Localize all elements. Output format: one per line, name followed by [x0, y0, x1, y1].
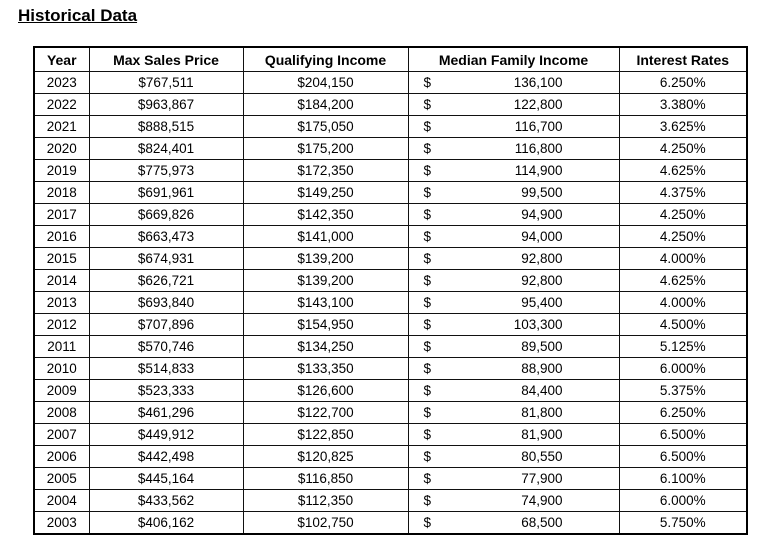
cell-max-sales-price: $963,867	[89, 94, 243, 116]
cell-interest-rate: 5.125%	[619, 336, 747, 358]
median-amount: 116,700	[514, 119, 563, 134]
cell-interest-rate: 6.250%	[619, 402, 747, 424]
cell-year: 2003	[34, 512, 89, 535]
cell-year: 2015	[34, 248, 89, 270]
historical-data-table	[33, 46, 748, 535]
cell-median-family-income	[408, 292, 619, 314]
cell-median-family-income	[408, 248, 619, 270]
column-header-interest-rates: Interest Rates	[619, 47, 747, 72]
table-header-row	[34, 47, 747, 72]
table-row	[34, 160, 747, 182]
cell-year: 2021	[34, 116, 89, 138]
cell-qualifying-income: $102,750	[243, 512, 408, 535]
cell-year: 2004	[34, 490, 89, 512]
currency-symbol: $	[423, 471, 432, 486]
cell-max-sales-price: $691,961	[89, 182, 243, 204]
table-row	[34, 402, 747, 424]
cell-qualifying-income: $184,200	[243, 94, 408, 116]
cell-year: 2017	[34, 204, 89, 226]
cell-max-sales-price: $461,296	[89, 402, 243, 424]
median-amount: 136,100	[513, 75, 563, 90]
cell-median-family-income	[408, 358, 619, 380]
median-amount: 94,900	[521, 207, 563, 222]
cell-max-sales-price: $514,833	[89, 358, 243, 380]
cell-qualifying-income: $122,850	[243, 424, 408, 446]
cell-qualifying-income: $134,250	[243, 336, 408, 358]
table-row	[34, 468, 747, 490]
table-row	[34, 380, 747, 402]
currency-symbol: $	[423, 449, 432, 464]
cell-year: 2019	[34, 160, 89, 182]
cell-max-sales-price: $570,746	[89, 336, 243, 358]
cell-qualifying-income: $122,700	[243, 402, 408, 424]
cell-year: 2014	[34, 270, 89, 292]
table-row	[34, 314, 747, 336]
cell-median-family-income	[408, 226, 619, 248]
cell-interest-rate: 4.000%	[619, 248, 747, 270]
cell-year: 2011	[34, 336, 89, 358]
cell-qualifying-income: $204,150	[243, 72, 408, 94]
cell-year: 2022	[34, 94, 89, 116]
cell-interest-rate: 4.500%	[619, 314, 747, 336]
cell-median-family-income	[408, 402, 619, 424]
cell-interest-rate: 6.500%	[619, 446, 747, 468]
median-amount: 74,900	[521, 493, 563, 508]
currency-symbol: $	[423, 515, 432, 530]
table-row	[34, 72, 747, 94]
cell-qualifying-income: $175,200	[243, 138, 408, 160]
currency-symbol: $	[423, 361, 432, 376]
column-header-year: Year	[34, 47, 89, 72]
cell-interest-rate: 6.250%	[619, 72, 747, 94]
median-amount: 95,400	[521, 295, 563, 310]
cell-qualifying-income: $149,250	[243, 182, 408, 204]
cell-year: 2020	[34, 138, 89, 160]
median-amount: 116,800	[514, 141, 563, 156]
cell-max-sales-price: $775,973	[89, 160, 243, 182]
cell-median-family-income	[408, 94, 619, 116]
cell-year: 2018	[34, 182, 89, 204]
column-header-max-sales-price: Max Sales Price	[89, 47, 243, 72]
cell-interest-rate: 3.380%	[619, 94, 747, 116]
cell-max-sales-price: $663,473	[89, 226, 243, 248]
cell-interest-rate: 4.250%	[619, 204, 747, 226]
cell-max-sales-price: $707,896	[89, 314, 243, 336]
table-row	[34, 512, 747, 535]
cell-median-family-income	[408, 424, 619, 446]
cell-interest-rate: 4.625%	[619, 160, 747, 182]
cell-year: 2008	[34, 402, 89, 424]
cell-max-sales-price: $767,511	[89, 72, 243, 94]
currency-symbol: $	[423, 383, 432, 398]
table-row	[34, 204, 747, 226]
cell-max-sales-price: $674,931	[89, 248, 243, 270]
cell-year: 2007	[34, 424, 89, 446]
cell-qualifying-income: $141,000	[243, 226, 408, 248]
table-row	[34, 116, 747, 138]
cell-max-sales-price: $433,562	[89, 490, 243, 512]
column-header-median-family-income: Median Family Income	[408, 47, 619, 72]
currency-symbol: $	[423, 207, 432, 222]
median-amount: 77,900	[521, 471, 563, 486]
cell-interest-rate: 4.250%	[619, 138, 747, 160]
cell-median-family-income	[408, 314, 619, 336]
currency-symbol: $	[423, 317, 432, 332]
cell-median-family-income	[408, 380, 619, 402]
cell-interest-rate: 4.250%	[619, 226, 747, 248]
cell-max-sales-price: $523,333	[89, 380, 243, 402]
currency-symbol: $	[423, 339, 432, 354]
cell-qualifying-income: $175,050	[243, 116, 408, 138]
cell-qualifying-income: $133,350	[243, 358, 408, 380]
cell-qualifying-income: $154,950	[243, 314, 408, 336]
table-row	[34, 226, 747, 248]
cell-year: 2023	[34, 72, 89, 94]
cell-max-sales-price: $669,826	[89, 204, 243, 226]
currency-symbol: $	[423, 427, 432, 442]
cell-year: 2005	[34, 468, 89, 490]
cell-median-family-income	[408, 468, 619, 490]
currency-symbol: $	[423, 273, 432, 288]
median-amount: 122,800	[513, 97, 563, 112]
cell-year: 2010	[34, 358, 89, 380]
cell-qualifying-income: $112,350	[243, 490, 408, 512]
cell-year: 2013	[34, 292, 89, 314]
cell-qualifying-income: $139,200	[243, 270, 408, 292]
median-amount: 80,550	[521, 449, 563, 464]
table-row	[34, 182, 747, 204]
cell-max-sales-price: $824,401	[89, 138, 243, 160]
median-amount: 81,800	[521, 405, 563, 420]
currency-symbol: $	[423, 97, 432, 112]
currency-symbol: $	[423, 141, 432, 156]
cell-interest-rate: 4.000%	[619, 292, 747, 314]
currency-symbol: $	[423, 119, 432, 134]
table-row	[34, 138, 747, 160]
table-row	[34, 248, 747, 270]
median-amount: 94,000	[521, 229, 563, 244]
table-row	[34, 270, 747, 292]
cell-interest-rate: 3.625%	[619, 116, 747, 138]
cell-qualifying-income: $172,350	[243, 160, 408, 182]
median-amount: 84,400	[521, 383, 563, 398]
cell-interest-rate: 6.000%	[619, 358, 747, 380]
cell-interest-rate: 5.750%	[619, 512, 747, 535]
currency-symbol: $	[423, 251, 432, 266]
cell-max-sales-price: $445,164	[89, 468, 243, 490]
currency-symbol: $	[423, 163, 432, 178]
table-row	[34, 94, 747, 116]
table-row	[34, 446, 747, 468]
table-row	[34, 336, 747, 358]
cell-median-family-income	[408, 116, 619, 138]
cell-qualifying-income: $139,200	[243, 248, 408, 270]
cell-interest-rate: 6.100%	[619, 468, 747, 490]
column-header-qualifying-income: Qualifying Income	[243, 47, 408, 72]
currency-symbol: $	[423, 295, 432, 310]
cell-median-family-income	[408, 446, 619, 468]
cell-qualifying-income: $143,100	[243, 292, 408, 314]
cell-median-family-income	[408, 204, 619, 226]
cell-year: 2009	[34, 380, 89, 402]
cell-interest-rate: 6.500%	[619, 424, 747, 446]
median-amount: 92,800	[521, 273, 563, 288]
table-row	[34, 490, 747, 512]
cell-interest-rate: 6.000%	[619, 490, 747, 512]
cell-max-sales-price: $449,912	[89, 424, 243, 446]
table-row	[34, 358, 747, 380]
cell-median-family-income	[408, 490, 619, 512]
cell-year: 2006	[34, 446, 89, 468]
cell-qualifying-income: $120,825	[243, 446, 408, 468]
cell-interest-rate: 4.625%	[619, 270, 747, 292]
cell-interest-rate: 5.375%	[619, 380, 747, 402]
cell-qualifying-income: $116,850	[243, 468, 408, 490]
table-row	[34, 424, 747, 446]
currency-symbol: $	[423, 493, 432, 508]
cell-median-family-income	[408, 512, 619, 535]
currency-symbol: $	[423, 75, 432, 90]
cell-max-sales-price: $693,840	[89, 292, 243, 314]
cell-median-family-income	[408, 138, 619, 160]
median-amount: 103,300	[513, 317, 563, 332]
cell-median-family-income	[408, 336, 619, 358]
cell-median-family-income	[408, 270, 619, 292]
cell-qualifying-income: $126,600	[243, 380, 408, 402]
median-amount: 88,900	[521, 361, 563, 376]
median-amount: 89,500	[521, 339, 563, 354]
cell-year: 2016	[34, 226, 89, 248]
table-row	[34, 292, 747, 314]
page-title: Historical Data	[18, 6, 138, 25]
median-amount: 99,500	[521, 185, 563, 200]
median-amount: 114,900	[514, 163, 563, 178]
cell-max-sales-price: $442,498	[89, 446, 243, 468]
cell-max-sales-price: $888,515	[89, 116, 243, 138]
median-amount: 92,800	[521, 251, 563, 266]
cell-qualifying-income: $142,350	[243, 204, 408, 226]
cell-max-sales-price: $406,162	[89, 512, 243, 535]
currency-symbol: $	[423, 229, 432, 244]
median-amount: 68,500	[521, 515, 563, 530]
currency-symbol: $	[423, 405, 432, 420]
median-amount: 81,900	[521, 427, 563, 442]
cell-max-sales-price: $626,721	[89, 270, 243, 292]
cell-median-family-income	[408, 72, 619, 94]
cell-median-family-income	[408, 160, 619, 182]
cell-year: 2012	[34, 314, 89, 336]
cell-interest-rate: 4.375%	[619, 182, 747, 204]
currency-symbol: $	[423, 185, 432, 200]
cell-median-family-income	[408, 182, 619, 204]
